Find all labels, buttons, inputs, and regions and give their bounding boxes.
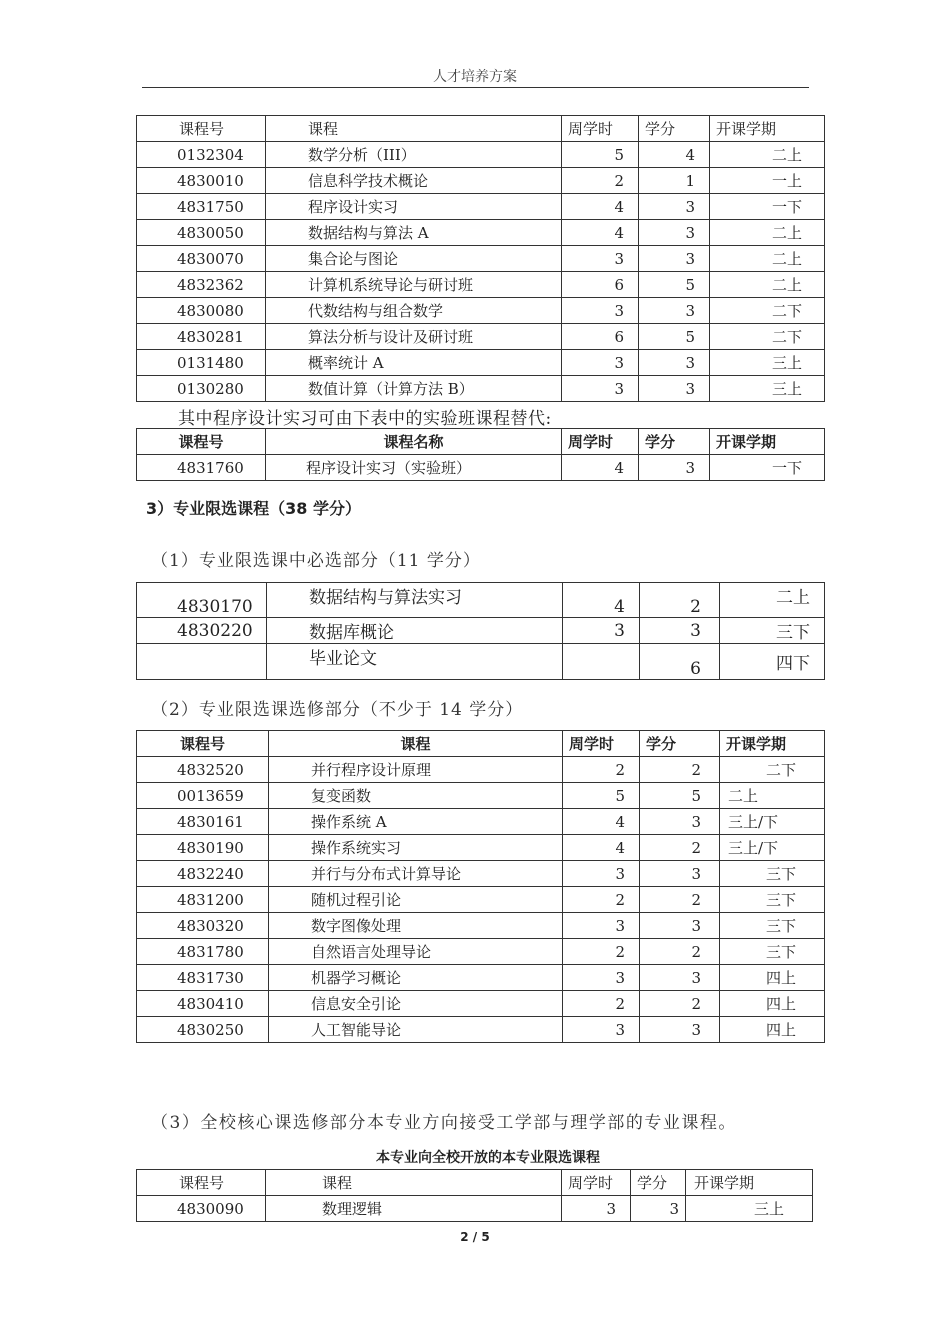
column-header: 周学时 (562, 429, 639, 455)
course-name: 并行与分布式计算导论 (269, 861, 563, 887)
weekly-hours: 3 (563, 861, 640, 887)
table-row (137, 644, 825, 680)
semester: 一下 (710, 194, 825, 220)
course-code: 4830250 (137, 1017, 269, 1043)
table-row (137, 913, 825, 939)
credits: 3 (639, 220, 710, 246)
subsection-heading: （1）专业限选课中必选部分（11 学分） (151, 551, 481, 571)
credits: 2 (640, 583, 720, 618)
course-code: 4830161 (137, 809, 269, 835)
course-code: 4830010 (137, 168, 266, 194)
credits: 5 (639, 324, 710, 350)
course-name: 数学分析（III） (266, 142, 562, 168)
course-name: 毕业论文 (267, 644, 563, 680)
required-electives-table (136, 582, 825, 680)
semester: 二上 (710, 142, 825, 168)
credits: 2 (640, 939, 720, 965)
table-header-row (137, 1170, 813, 1196)
course-name: 复变函数 (269, 783, 563, 809)
table-row (137, 991, 825, 1017)
header-rule (142, 87, 809, 88)
table-row (137, 835, 825, 861)
course-code: 4830080 (137, 298, 266, 324)
course-code: 4830050 (137, 220, 266, 246)
credits: 5 (640, 783, 720, 809)
course-code: 4830070 (137, 246, 266, 272)
column-header: 课程号 (137, 116, 266, 142)
semester: 四下 (720, 644, 825, 680)
column-header: 课程 (266, 1170, 562, 1196)
column-header: 周学时 (562, 1170, 631, 1196)
weekly-hours: 2 (563, 991, 640, 1017)
credits: 3 (639, 376, 710, 402)
weekly-hours: 4 (562, 220, 639, 246)
credits: 3 (640, 913, 720, 939)
section-heading: 3）专业限选课程（38 学分） (146, 499, 361, 518)
semester: 二上 (720, 583, 825, 618)
subsection-heading: （3）全校核心课选修部分本专业方向接受工学部与理学部的专业课程。 (151, 1113, 737, 1133)
weekly-hours: 3 (563, 913, 640, 939)
table-row (137, 220, 825, 246)
semester: 四上 (720, 1017, 825, 1043)
course-name: 机器学习概论 (269, 965, 563, 991)
course-name: 并行程序设计原理 (269, 757, 563, 783)
credits: 3 (639, 246, 710, 272)
credits: 2 (640, 757, 720, 783)
semester: 三上 (710, 376, 825, 402)
table-row (137, 142, 825, 168)
course-name: 信息科学技术概论 (266, 168, 562, 194)
semester: 三下 (720, 887, 825, 913)
credits: 3 (640, 809, 720, 835)
course-name: 信息安全引论 (269, 991, 563, 1017)
column-header: 开课学期 (720, 731, 825, 757)
table-row (137, 376, 825, 402)
column-header: 课程号 (137, 1170, 266, 1196)
credits: 5 (639, 272, 710, 298)
course-code: 0131480 (137, 350, 266, 376)
table-row (137, 809, 825, 835)
core-courses-table (136, 115, 825, 402)
elective-courses-table (136, 730, 825, 1043)
weekly-hours: 4 (563, 835, 640, 861)
semester: 二下 (720, 757, 825, 783)
page-header: 人才培养方案 (433, 69, 517, 85)
column-header: 课程号 (137, 429, 266, 455)
open-courses-table (136, 1169, 813, 1222)
column-header: 开课学期 (710, 429, 825, 455)
semester: 四上 (720, 991, 825, 1017)
table-row (137, 939, 825, 965)
table-row (137, 194, 825, 220)
table-row (137, 783, 825, 809)
credits: 4 (639, 142, 710, 168)
course-name: 计算机系统导论与研讨班 (266, 272, 562, 298)
course-name: 程序设计实习 (266, 194, 562, 220)
substitution-table (136, 428, 825, 481)
table-header-row (137, 429, 825, 455)
weekly-hours: 3 (563, 965, 640, 991)
weekly-hours: 2 (563, 887, 640, 913)
course-code: 4830320 (137, 913, 269, 939)
table-row (137, 455, 825, 481)
table-caption: 本专业向全校开放的本专业限选课程 (376, 1150, 600, 1166)
course-name: 人工智能导论 (269, 1017, 563, 1043)
course-code: 4832240 (137, 861, 269, 887)
weekly-hours: 3 (563, 1017, 640, 1043)
weekly-hours: 4 (563, 809, 640, 835)
table-row (137, 350, 825, 376)
course-name: 操作系统实习 (269, 835, 563, 861)
course-code: 0132304 (137, 142, 266, 168)
table-row (137, 887, 825, 913)
column-header: 课程 (266, 116, 562, 142)
course-code: 4830410 (137, 991, 269, 1017)
substitution-note: 其中程序设计实习可由下表中的实验班课程替代: (178, 409, 552, 429)
course-name: 算法分析与设计及研讨班 (266, 324, 562, 350)
credits: 3 (639, 350, 710, 376)
column-header: 课程 (269, 731, 563, 757)
course-code: 0130280 (137, 376, 266, 402)
course-name: 程序设计实习（实验班） (266, 455, 562, 481)
course-name: 数理逻辑 (266, 1196, 562, 1222)
credits: 3 (639, 455, 710, 481)
table-row (137, 1196, 813, 1222)
semester: 四上 (720, 965, 825, 991)
credits: 2 (640, 887, 720, 913)
column-header: 课程号 (137, 731, 269, 757)
weekly-hours: 4 (562, 194, 639, 220)
credits: 3 (639, 194, 710, 220)
semester: 三上/下 (720, 809, 825, 835)
weekly-hours: 3 (562, 1196, 631, 1222)
semester: 二上 (710, 272, 825, 298)
course-name: 自然语言处理导论 (269, 939, 563, 965)
course-name: 数据结构与算法 A (266, 220, 562, 246)
course-code: 4830190 (137, 835, 269, 861)
course-code: 4830170 (137, 583, 267, 618)
table-row (137, 298, 825, 324)
table-row (137, 618, 825, 644)
weekly-hours: 3 (562, 298, 639, 324)
credits: 2 (640, 835, 720, 861)
credits: 3 (639, 298, 710, 324)
weekly-hours: 2 (562, 168, 639, 194)
course-name: 代数结构与组合数学 (266, 298, 562, 324)
weekly-hours: 2 (563, 757, 640, 783)
semester: 一下 (710, 455, 825, 481)
column-header: 学分 (639, 429, 710, 455)
weekly-hours: 4 (562, 455, 639, 481)
credits: 3 (640, 861, 720, 887)
column-header: 学分 (640, 731, 720, 757)
credits: 3 (631, 1196, 686, 1222)
credits: 2 (640, 991, 720, 1017)
weekly-hours: 5 (562, 142, 639, 168)
column-header: 学分 (631, 1170, 686, 1196)
semester: 三上 (710, 350, 825, 376)
course-code (137, 644, 267, 680)
course-code: 4831760 (137, 455, 266, 481)
page-number: 2 / 5 (460, 1230, 490, 1244)
column-header: 周学时 (563, 731, 640, 757)
semester: 三上 (686, 1196, 813, 1222)
weekly-hours: 3 (562, 350, 639, 376)
course-name: 随机过程引论 (269, 887, 563, 913)
course-name: 数字图像处理 (269, 913, 563, 939)
semester: 三上/下 (720, 835, 825, 861)
credits: 1 (639, 168, 710, 194)
course-name: 概率统计 A (266, 350, 562, 376)
semester: 二上 (710, 220, 825, 246)
column-header: 课程名称 (266, 429, 562, 455)
course-name: 数值计算（计算方法 B） (266, 376, 562, 402)
course-name: 集合论与图论 (266, 246, 562, 272)
course-code: 4830090 (137, 1196, 266, 1222)
table-row (137, 1017, 825, 1043)
weekly-hours: 5 (563, 783, 640, 809)
table-row (137, 583, 825, 618)
weekly-hours: 3 (563, 618, 640, 644)
credits: 3 (640, 618, 720, 644)
table-row (137, 246, 825, 272)
course-code: 4830281 (137, 324, 266, 350)
table-row (137, 861, 825, 887)
semester: 一上 (710, 168, 825, 194)
semester: 三下 (720, 618, 825, 644)
semester: 二下 (710, 324, 825, 350)
credits: 3 (640, 1017, 720, 1043)
weekly-hours: 6 (562, 324, 639, 350)
column-header: 开课学期 (686, 1170, 813, 1196)
credits: 3 (640, 965, 720, 991)
course-name: 数据结构与算法实习 (267, 583, 563, 618)
weekly-hours: 6 (562, 272, 639, 298)
credits: 6 (640, 644, 720, 680)
semester: 二上 (720, 783, 825, 809)
semester: 二上 (710, 246, 825, 272)
course-code: 4831730 (137, 965, 269, 991)
column-header: 周学时 (562, 116, 639, 142)
table-row (137, 272, 825, 298)
course-code: 4831780 (137, 939, 269, 965)
course-name: 数据库概论 (267, 618, 563, 644)
course-name: 操作系统 A (269, 809, 563, 835)
course-code: 4832362 (137, 272, 266, 298)
table-row (137, 324, 825, 350)
semester: 二下 (710, 298, 825, 324)
table-row (137, 757, 825, 783)
semester: 三下 (720, 939, 825, 965)
table-header-row (137, 731, 825, 757)
weekly-hours: 3 (562, 246, 639, 272)
table-header-row (137, 116, 825, 142)
semester: 三下 (720, 861, 825, 887)
subsection-heading: （2）专业限选课选修部分（不少于 14 学分） (151, 700, 524, 720)
course-code: 4831750 (137, 194, 266, 220)
column-header: 开课学期 (710, 116, 825, 142)
table-row (137, 168, 825, 194)
table-row (137, 965, 825, 991)
weekly-hours: 4 (563, 583, 640, 618)
semester: 三下 (720, 913, 825, 939)
weekly-hours (563, 644, 640, 680)
course-code: 4832520 (137, 757, 269, 783)
weekly-hours: 2 (563, 939, 640, 965)
weekly-hours: 3 (562, 376, 639, 402)
course-code: 0013659 (137, 783, 269, 809)
column-header: 学分 (639, 116, 710, 142)
course-code: 4831200 (137, 887, 269, 913)
course-code: 4830220 (137, 618, 267, 644)
